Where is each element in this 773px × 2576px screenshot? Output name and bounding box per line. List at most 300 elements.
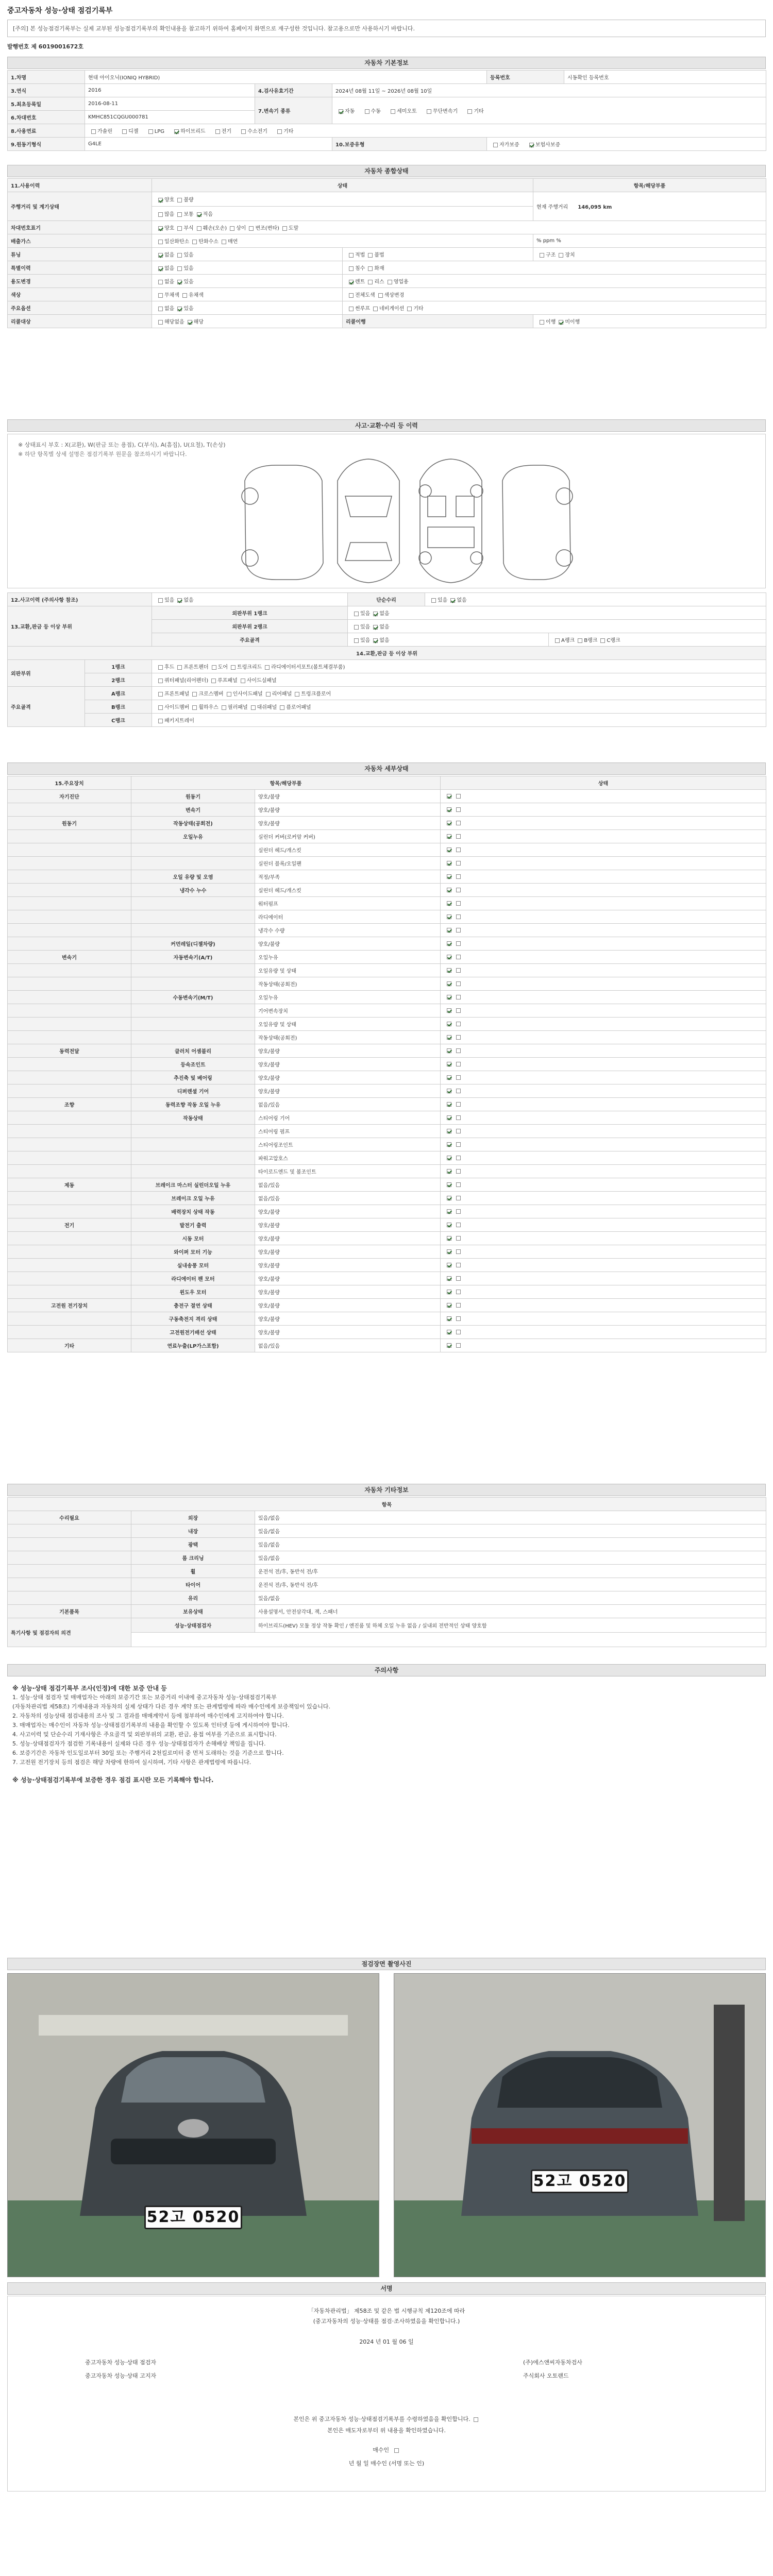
vin-label: 6.차대번호 (8, 111, 85, 124)
checkbox-icon (456, 1048, 461, 1053)
checkbox-icon (373, 307, 378, 311)
dealer-label: 중고자동차 성능·상태 고지자 (85, 2372, 157, 2379)
checkbox-icon (456, 888, 461, 892)
status-table (7, 178, 766, 328)
inspection-photo-front (7, 1973, 379, 2277)
detail-cell: 양호/불량 (255, 1326, 441, 1339)
tuning-label: 튜닝 (8, 248, 152, 261)
detail-cell (8, 924, 131, 937)
detail-cell: 스티어링 기어 (255, 1111, 441, 1125)
detail-state-cell (441, 1004, 766, 1018)
sign-line2: (중고자동차의 성능·상태를 점검·조사하였음을 확인합니다.) (313, 2318, 460, 2325)
table-row (8, 1591, 766, 1605)
checkbox-icon (158, 692, 163, 697)
detail-cell: 작동상태(공회전) (255, 977, 441, 991)
recall-label: 리콜대상 (8, 315, 152, 328)
detail-cell (8, 857, 131, 870)
detail-cell: 와이퍼 모터 기능 (131, 1245, 255, 1259)
regno-label: 등록번호 (487, 71, 564, 84)
section-other-info: 자동차 기타정보 (7, 1484, 766, 1496)
checkbox-icon (447, 1102, 451, 1107)
detail-cell (8, 937, 131, 951)
car-name-value: 현대 아이오닉(IONIQ HYBRID) (85, 71, 487, 84)
detail-cell: 오일 유량 및 오염 (131, 870, 255, 884)
detail-cell (8, 1004, 131, 1018)
detail-cell (8, 803, 131, 817)
checkbox-icon (456, 1182, 461, 1187)
trans-options: 자동 수동 세미오토 무단변속기 기타 (332, 97, 766, 124)
detail-cell (8, 1272, 131, 1285)
detail-cell: 실내송풍 모터 (131, 1259, 255, 1272)
detail-state-cell (441, 1326, 766, 1339)
table-row (8, 951, 766, 964)
simple-repair-options: 있음 없음 (425, 593, 766, 606)
checkbox-icon (456, 1062, 461, 1066)
detail-cell (8, 1232, 131, 1245)
caution-bottom: ※ 성능·상태점검기록부에 보증한 경우 점검 표시란 모든 기록해야 합니다. (12, 1776, 214, 1784)
checkbox-icon (456, 1156, 461, 1160)
section-detail-status: 자동차 세부상태 (7, 762, 766, 775)
checkbox-icon (456, 794, 461, 799)
detail-cell: 스티어링 펌프 (255, 1125, 441, 1138)
checkbox-icon (447, 1316, 451, 1321)
detail-cell: 양호/불량 (255, 1245, 441, 1259)
table-row (8, 1151, 766, 1165)
special-options: 없음 있음 (152, 261, 343, 275)
checkbox-icon (456, 1115, 461, 1120)
checkbox-icon (456, 995, 461, 999)
car-diagram-icon (8, 434, 766, 589)
other-cell (8, 1578, 131, 1591)
checkbox-icon (447, 1035, 451, 1040)
detail-cell: 양호/불량 (255, 817, 441, 830)
detail-cell: 시동 모터 (131, 1232, 255, 1245)
detail-cell (8, 870, 131, 884)
checkbox-icon (450, 598, 455, 603)
other-cell (8, 1524, 131, 1538)
table-row (8, 1326, 766, 1339)
checkbox-icon (456, 1022, 461, 1026)
checkbox-icon (177, 266, 182, 271)
detail-cell: 자동변속기(A/T) (131, 951, 255, 964)
table-row (8, 1605, 766, 1618)
receive-line1: 본인은 위 중고자동차 성능·상태점검기록부를 수령하였음을 확인합니다. (8, 2415, 765, 2423)
checkbox-icon (177, 253, 182, 258)
detail-cell: 조향 (8, 1098, 131, 1111)
checkbox-icon (540, 253, 544, 258)
detail-cell (8, 1205, 131, 1218)
table-row (8, 1084, 766, 1098)
checkbox-icon (354, 625, 359, 630)
table-row (8, 1524, 766, 1538)
checkbox-icon (447, 1263, 451, 1267)
other-cell: 내장 (131, 1524, 255, 1538)
other-cell: 타이어 (131, 1578, 255, 1591)
checkbox-icon (241, 129, 246, 134)
checkbox-icon (447, 1303, 451, 1308)
checkbox-icon (456, 874, 461, 879)
detail-cell: 타이로드엔드 및 볼조인트 (255, 1165, 441, 1178)
detail-cell: 클러치 어셈블리 (131, 1044, 255, 1058)
checkbox-icon (447, 955, 451, 959)
table-row (8, 937, 766, 951)
detail-cell: 오일유량 및 상태 (255, 1018, 441, 1031)
status-col-state: 상태 (152, 179, 533, 192)
checkbox-icon (215, 129, 220, 134)
detail-cell: 없음/있음 (255, 1178, 441, 1192)
detail-cell: 라디에이터 (255, 910, 441, 924)
checkbox-icon (559, 320, 563, 325)
checkbox-icon (447, 1343, 451, 1348)
section-signature: 서명 (7, 2282, 766, 2295)
first-reg-label: 5.최초등록일 (8, 97, 85, 111)
detail-cell: 작동상태(공회전) (255, 1031, 441, 1044)
parts-rank: 1랭크 (85, 660, 152, 673)
main-option-options: 없음 있음 (152, 301, 343, 315)
first-reg-value: 2016-08-11 (85, 97, 255, 111)
checkbox-icon (158, 665, 163, 670)
checkbox-icon (158, 280, 163, 284)
detail-cell (131, 897, 255, 910)
detail-state-cell (441, 1272, 766, 1285)
checkbox-icon (373, 612, 378, 616)
checkbox-icon (230, 226, 234, 231)
odometer-options-2: 많음 보통 적음 (152, 207, 533, 221)
checkbox-icon (578, 638, 582, 643)
opinion-label: 특기사항 및 점검자의 의견 (8, 1618, 131, 1647)
table-row (8, 897, 766, 910)
detail-state-cell (441, 977, 766, 991)
checkbox-icon (227, 692, 231, 697)
detail-state-cell (441, 1178, 766, 1192)
caution-line: 1. 성능·상태 점검자 및 매매업자는 아래의 보증기간 또는 보증거리 이내에 중고자동차 성능·상태점검기록부 (12, 1694, 277, 1701)
checkbox-icon (391, 109, 395, 114)
checkbox-icon (456, 1209, 461, 1214)
checkbox-icon (211, 679, 216, 683)
sign-line1: 「자동차관리법」 제58조 및 같은 법 시행규칙 제120조에 따라 (308, 2308, 465, 2314)
detail-cell: 작동상태 (131, 1111, 255, 1125)
detail-cell: 양호/불량 (255, 937, 441, 951)
detail-cell: 라디에이터 팬 모터 (131, 1272, 255, 1285)
checkbox-icon (447, 1075, 451, 1080)
checkbox-icon (148, 129, 153, 134)
detail-state-cell (441, 1259, 766, 1272)
detail-cell (8, 1058, 131, 1071)
table-row (8, 817, 766, 830)
table-row (8, 977, 766, 991)
other-cell: 기본품목 (8, 1605, 131, 1618)
checkbox-icon (368, 266, 373, 271)
vin-value: KMHC851CQGU000781 (85, 111, 255, 124)
checkbox-icon (447, 1223, 451, 1227)
checkbox-icon (91, 129, 96, 134)
checkbox-icon (447, 1182, 451, 1187)
detail-cell (8, 1018, 131, 1031)
checkbox-icon (559, 253, 563, 258)
other-cell: 보유상태 (131, 1605, 255, 1618)
license-plate-rear: 52고 0520 (531, 2170, 629, 2193)
detail-cell (131, 1151, 255, 1165)
detail-cell (8, 991, 131, 1004)
accident-label: 12.사고이력 (주의사항 참조) (8, 593, 152, 606)
checkbox-icon (447, 861, 451, 866)
checkbox-icon (177, 198, 182, 202)
checkbox-icon (368, 253, 373, 258)
main-frame-ranks: A랭크 B랭크 C랭크 (549, 633, 766, 647)
checkbox-icon (456, 834, 461, 839)
checkbox-icon (447, 1048, 451, 1053)
other-table (7, 1497, 766, 1647)
checkbox-icon (456, 1276, 461, 1281)
caution-line: 4. 사고이력 및 단순수리 기재사항은 주요골격 및 외판부위의 교환, 판금, 용접 여부를 기준으로 표시합니다. (12, 1731, 277, 1738)
checkbox-icon (158, 598, 163, 603)
detail-state-cell (441, 964, 766, 977)
checkbox-icon (456, 1102, 461, 1107)
checkbox-icon (456, 1008, 461, 1013)
checkbox-icon (222, 705, 226, 710)
table-row (8, 1339, 766, 1352)
table-row (8, 1578, 766, 1591)
other-cell: 있음/없음 (255, 1551, 766, 1565)
vin-state-label: 차대번호표기 (8, 221, 152, 234)
section-photo: 점검장면 촬영사진 (7, 1958, 766, 1970)
detail-cell (8, 1084, 131, 1098)
other-cell: 외장 (131, 1511, 255, 1524)
checkbox-icon (493, 143, 498, 147)
detail-cell: 자기진단 (8, 790, 131, 803)
checkbox-icon (456, 821, 461, 825)
caution-text (7, 1680, 766, 1937)
detail-state-cell (441, 1339, 766, 1352)
detail-cell: 냉각수 누수 (131, 884, 255, 897)
other-cell: 휠 (131, 1565, 255, 1578)
detail-state-cell (441, 790, 766, 803)
detail-state-cell (441, 924, 766, 937)
other-cell: 있음/없음 (255, 1538, 766, 1551)
other-cell (8, 1591, 131, 1605)
checkbox-icon (456, 1263, 461, 1267)
parts-items: 사이드멤버 휠하우스 필러패널 대쉬패널 플로어패널 (152, 700, 766, 714)
table-row (8, 1565, 766, 1578)
table-row (8, 830, 766, 843)
table-row (8, 1272, 766, 1285)
detail-cell: 양호/불량 (255, 1259, 441, 1272)
signature-area (7, 2296, 766, 2492)
outer-rank1-label: 외판부위 1랭크 (152, 606, 348, 620)
checkbox-icon (188, 320, 192, 325)
detail-cell (8, 1138, 131, 1151)
car-rear-photo-icon (394, 1974, 766, 2277)
checkbox-icon (158, 705, 163, 710)
checkbox-icon (212, 665, 216, 670)
table-row (8, 1031, 766, 1044)
table-row (8, 924, 766, 937)
detail-cell: 원동기 (8, 817, 131, 830)
trans-label: 7.변속기 종류 (255, 97, 332, 124)
use-options-2: 렌트 리스 영업용 (343, 275, 766, 288)
table-row (8, 1125, 766, 1138)
other-cell (8, 1565, 131, 1578)
table-row (8, 1285, 766, 1299)
checkbox-icon (427, 109, 431, 114)
checkbox-icon (251, 705, 256, 710)
detail-state-cell (441, 1098, 766, 1111)
detail-cell: 실린더 헤드/개스킷 (255, 884, 441, 897)
motor-label: 9.원동기형식 (8, 138, 85, 151)
detail-cell: 양호/불량 (255, 1084, 441, 1098)
detail-cell: 없음/있음 (255, 1339, 441, 1352)
checkbox-icon (282, 226, 287, 231)
detail-cell (131, 1031, 255, 1044)
checkbox-icon (555, 638, 560, 643)
parts-group-outer: 외판부위 (8, 660, 85, 687)
checkbox-icon (447, 834, 451, 839)
checkbox-icon (456, 861, 461, 866)
checkbox-icon (349, 266, 354, 271)
other-cell: 운전석 전/후, 동반석 전/후 (255, 1578, 766, 1591)
section-caution: 주의사항 (7, 1664, 766, 1676)
legend-note: ※ 하단 항목별 상세 설명은 점검기록부 원문을 참조하시기 바랍니다. (18, 451, 187, 457)
table-row (8, 870, 766, 884)
detail-cell: 연료누출(LP가스포함) (131, 1339, 255, 1352)
detail-cell: 동력조향 작동 오일 누유 (131, 1098, 255, 1111)
checkbox-icon (158, 320, 163, 325)
detail-cell: 파워고압호스 (255, 1151, 441, 1165)
checkbox-icon (222, 240, 226, 244)
checkbox-icon (365, 109, 369, 114)
checkbox-icon (447, 874, 451, 879)
simple-repair-label: 단순수리 (348, 593, 425, 606)
checkbox-icon (177, 226, 182, 231)
table-row (8, 1018, 766, 1031)
odometer-value-cell: 현재 주행거리 146,095 km (533, 192, 766, 221)
detail-cell (8, 910, 131, 924)
checkbox-icon (368, 280, 373, 284)
detail-cell: 오일누유 (255, 991, 441, 1004)
main-frame-label: 주요골격 (152, 633, 348, 647)
other-cell: 유리 (131, 1591, 255, 1605)
recall-options: 해당없음 해당 (152, 315, 343, 328)
checkbox-icon (177, 665, 182, 670)
checkbox-icon (456, 1075, 461, 1080)
checkbox-icon (158, 266, 163, 271)
table-row (8, 1044, 766, 1058)
checkbox-icon (529, 143, 534, 147)
detail-cell: 원동기 (131, 790, 255, 803)
outer-rank2-label: 외판부위 2랭크 (152, 620, 348, 633)
checkbox-icon (349, 280, 354, 284)
main-option-options-2: 썬루프 네비게이션 기타 (343, 301, 766, 315)
gas-units: % ppm % (533, 234, 766, 248)
detail-cell (8, 1285, 131, 1299)
detail-cell: 브레이크 마스터 실린더오일 누유 (131, 1178, 255, 1192)
checkbox-icon (447, 1062, 451, 1066)
warranty-type-label: 10.보증유형 (332, 138, 487, 151)
color-options-2: 전체도색 색상변경 (343, 288, 766, 301)
detail-cell: 양호/불량 (255, 1285, 441, 1299)
parts-items: 프론트패널 크로스멤버 인사이드패널 리어패널 트렁크플로어 (152, 687, 766, 700)
table-row (8, 1138, 766, 1151)
parts-subheader: 14.교환,판금 등 이상 부위 (8, 647, 766, 660)
odometer-options: 양호 불량 (152, 192, 533, 207)
detail-state-cell (441, 1084, 766, 1098)
checkbox-icon (456, 1169, 461, 1174)
detail-cell: 전기 (8, 1218, 131, 1232)
detail-cell: 동력전달 (8, 1044, 131, 1058)
table-row (8, 1178, 766, 1192)
checkbox-icon (431, 598, 436, 603)
other-cell: 사용설명서, 안전삼각대, 잭, 스패너 (255, 1605, 766, 1618)
color-options: 무채색 유채색 (152, 288, 343, 301)
detail-cell: 커먼레일(디젤차량) (131, 937, 255, 951)
checkbox-icon (456, 1035, 461, 1040)
tuning-options-3: 구조 장치 (533, 248, 766, 261)
checkbox-icon (182, 293, 187, 298)
checkbox-icon (266, 692, 271, 697)
checkbox-icon (447, 1089, 451, 1093)
parts-items: 패키지트레이 (152, 714, 766, 727)
sign-date: 2024 년 01 월 06 일 (359, 2338, 414, 2345)
checkbox-icon[interactable] (394, 2448, 399, 2453)
detail-cell: 양호/불량 (255, 1312, 441, 1326)
checkbox-icon (447, 1008, 451, 1013)
detail-cell (131, 977, 255, 991)
section-overall-status: 자동차 종합상태 (7, 165, 766, 177)
detail-cell: 냉각수 수량 (255, 924, 441, 937)
other-cell: 있음/없음 (255, 1591, 766, 1605)
table-row (8, 910, 766, 924)
checkbox-icon (349, 253, 354, 258)
checkbox-icon (231, 665, 236, 670)
detail-cell (131, 1165, 255, 1178)
table-row (8, 1071, 766, 1084)
accident-options: 있음 없음 (152, 593, 348, 606)
checkbox-icon (447, 1169, 451, 1174)
detail-cell (8, 1326, 131, 1339)
detail-state-cell (441, 830, 766, 843)
section-basic-info: 자동차 기본정보 (7, 57, 766, 69)
caution-line: 6. 보증기간은 자동차 인도일로부터 30일 또는 주행거리 2천킬로미터 중 먼저 도래하는 것을 기준으로 합니다. (12, 1750, 284, 1756)
special-options-2: 침수 화재 (343, 261, 766, 275)
checkbox-icon (540, 320, 544, 325)
tuning-options: 없음 있음 (152, 248, 343, 261)
table-row (8, 1205, 766, 1218)
detail-state-cell (441, 1245, 766, 1259)
detail-cell (8, 1125, 131, 1138)
checkbox-icon[interactable] (474, 2417, 478, 2422)
detail-cell: 양호/불량 (255, 803, 441, 817)
table-row (8, 857, 766, 870)
opinion-sub-label: 성능·상태점검자 (131, 1618, 255, 1633)
checkbox-icon (456, 1330, 461, 1334)
table-row (8, 803, 766, 817)
detail-cell: 실린더 헤드/개스킷 (255, 843, 441, 857)
checkbox-icon (456, 1343, 461, 1348)
checkbox-icon (177, 212, 182, 217)
receive-line2: 본인은 매도자로부터 위 내용을 확인하였습니다. (327, 2427, 446, 2434)
detail-cell: 충전구 절연 상태 (131, 1299, 255, 1312)
checkbox-icon (339, 109, 343, 114)
checkbox-icon (158, 226, 163, 231)
year-label: 3.연식 (8, 84, 85, 97)
detail-cell: 발전기 출력 (131, 1218, 255, 1232)
checkbox-icon (122, 129, 127, 134)
table-row (8, 1192, 766, 1205)
detail-state-cell (441, 1044, 766, 1058)
checkbox-icon (174, 129, 179, 134)
buyer-date-line: 년 월 일 매수인 (서명 또는 인) (348, 2460, 425, 2467)
checkbox-icon (456, 914, 461, 919)
